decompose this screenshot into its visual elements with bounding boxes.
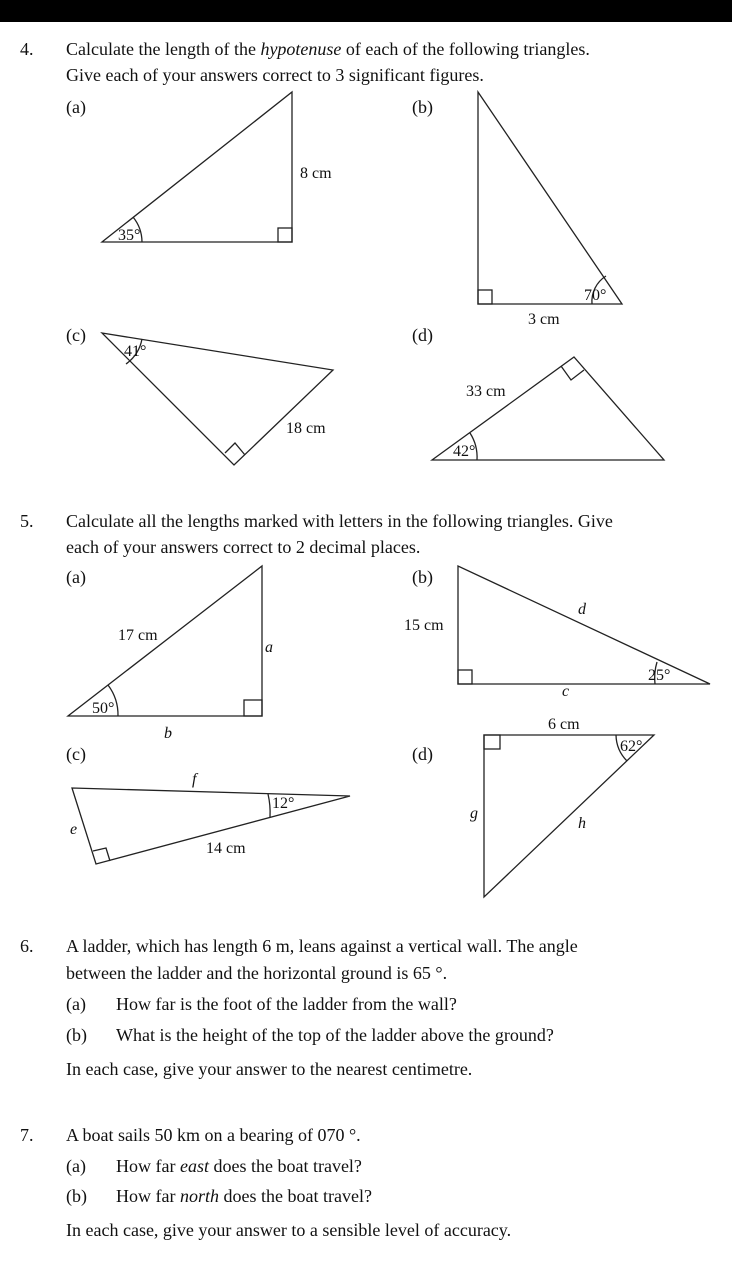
q5b-var-c: c — [562, 683, 570, 700]
q5a-side-label: 17 cm — [118, 627, 158, 644]
q4a-triangle — [102, 92, 332, 244]
q5b-triangle — [404, 566, 710, 700]
q5-line1: Calculate all the lengths marked with letters in the following triangles. Give — [66, 511, 613, 531]
q4d-label: (d) — [412, 325, 433, 345]
q4d-side-label: 33 cm — [466, 383, 506, 400]
q7b-label: (b) — [66, 1186, 87, 1206]
q5d-var-g: g — [470, 805, 478, 822]
q4b-right-angle-mark — [478, 290, 492, 304]
q4a-side-label: 8 cm — [300, 165, 332, 182]
q7-number: 7. — [20, 1125, 34, 1145]
q7-line1: A boat sails 50 km on a bearing of 070 °. — [66, 1125, 361, 1145]
q6-number: 6. — [20, 936, 34, 956]
q4-line2: Give each of your answers correct to 3 significant figures. — [66, 65, 484, 85]
q5b-side-label: 15 cm — [404, 617, 444, 634]
q5d-side-label: 6 cm — [548, 716, 580, 733]
q4a-angle-label: 35° — [118, 227, 141, 244]
q6-line2: between the ladder and the horizontal ground is 65 °. — [66, 963, 448, 983]
q4c-label: (c) — [66, 325, 86, 345]
q4b-side-label: 3 cm — [528, 311, 560, 328]
q4a-outline — [102, 92, 292, 242]
q6a-label: (a) — [66, 994, 86, 1014]
q5d-label: (d) — [412, 744, 433, 764]
q4-line1-em: hypotenuse — [260, 39, 342, 59]
q5c-var-e: e — [70, 821, 78, 838]
q4c-side-label: 18 cm — [286, 420, 326, 437]
q5d-var-h: h — [578, 815, 586, 832]
q4-line1-post: of each of the following triangles. — [341, 39, 590, 59]
q5c-var-f: f — [192, 771, 197, 788]
q5b-var-d: d — [578, 601, 586, 618]
q4c-triangle — [102, 333, 333, 465]
q7a-post: does the boat travel? — [208, 1156, 362, 1176]
q7-note: In each case, give your answer to a sensible level of accuracy. — [66, 1220, 512, 1240]
q6b-label: (b) — [66, 1025, 87, 1045]
q7b-post: does the boat travel? — [219, 1186, 372, 1206]
q4c-angle-label: 41° — [124, 343, 147, 360]
q7a-em: east — [179, 1156, 209, 1176]
q5a-outline — [68, 566, 262, 716]
q4c-right-angle-mark — [225, 443, 245, 455]
q4-line1-pre: Calculate the length of the — [66, 39, 261, 59]
q6a-text: How far is the foot of the ladder from the wall? — [116, 994, 457, 1014]
q5a-label: (a) — [66, 567, 86, 587]
q5c-triangle — [70, 771, 350, 864]
q4a-right-angle-mark — [278, 228, 292, 242]
q5b-angle-label: 25° — [648, 667, 671, 684]
q5c-angle-arc — [268, 794, 270, 817]
q7a-pre: How far — [116, 1156, 180, 1176]
q4b-angle-label: 70° — [584, 287, 607, 304]
q4d-right-angle-mark — [561, 366, 584, 380]
q4b-label: (b) — [412, 97, 433, 117]
q5b-outline — [458, 566, 710, 684]
q5d-angle-label: 62° — [620, 738, 643, 755]
q7b-em: north — [179, 1186, 219, 1206]
q4-number: 4. — [20, 39, 34, 59]
q4a-label: (a) — [66, 97, 86, 117]
q5b-label: (b) — [412, 567, 433, 587]
q5-number: 5. — [20, 511, 34, 531]
q4d-angle-label: 42° — [453, 443, 476, 460]
q4d-triangle — [432, 357, 664, 460]
q7a-label: (a) — [66, 1156, 86, 1176]
q5a-right-angle-mark — [244, 700, 262, 716]
q5d-triangle — [470, 716, 654, 897]
q4b-outline — [478, 92, 622, 304]
q5d-right-angle-mark — [484, 735, 500, 749]
q5c-side-label: 14 cm — [206, 840, 246, 857]
q6-line1: A ladder, which has length 6 m, leans against a vertical wall. The angle — [66, 936, 578, 956]
q4b-triangle — [478, 92, 622, 328]
q5c-angle-label: 12° — [272, 795, 295, 812]
q5a-triangle — [68, 566, 273, 742]
q6-note: In each case, give your answer to the nearest centimetre. — [66, 1059, 473, 1079]
q5a-var-b: b — [164, 725, 172, 742]
q5c-label: (c) — [66, 744, 86, 764]
q5d-outline — [484, 735, 654, 897]
q7b-pre: How far — [116, 1186, 180, 1206]
q5-line2: each of your answers correct to 2 decimal places. — [66, 537, 421, 557]
q5a-angle-label: 50° — [92, 700, 115, 717]
q5a-var-a: a — [265, 639, 273, 656]
q5b-right-angle-mark — [458, 670, 472, 684]
q5c-right-angle-mark — [93, 848, 110, 861]
q6b-text: What is the height of the top of the ladder above the ground? — [116, 1025, 554, 1045]
